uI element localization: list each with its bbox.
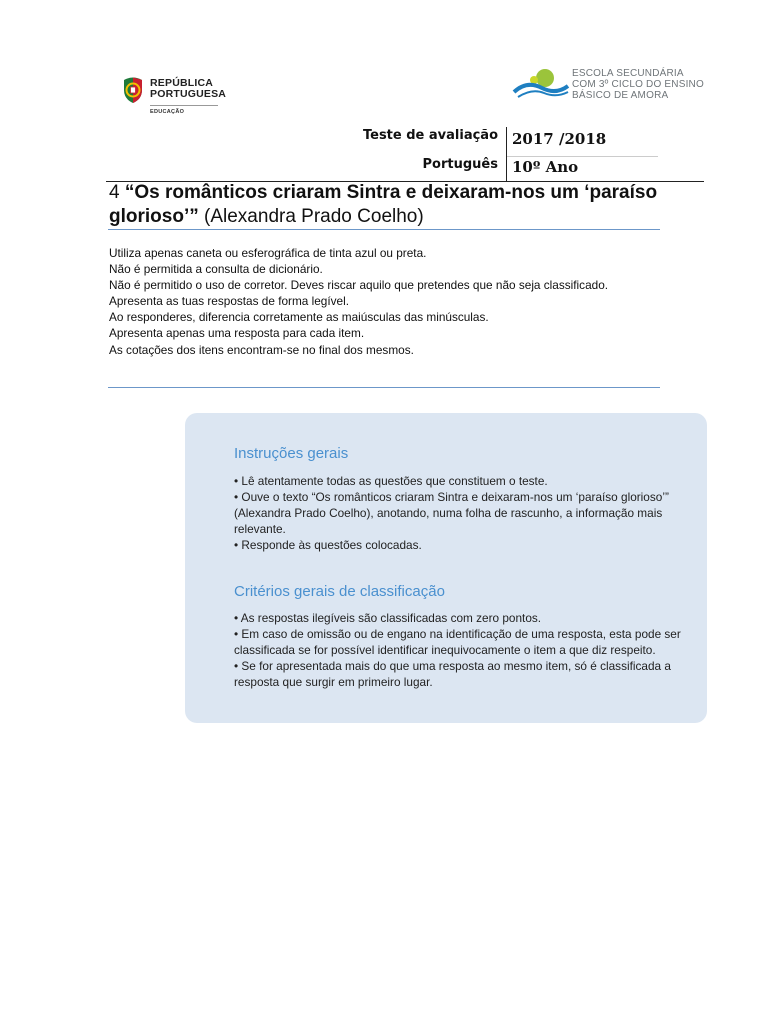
criteria-item: • Em caso de omissão ou de engano na identificação de uma resposta, esta pode ser classificada se for possível identificar inequivocamente o item a que diz respeito. — [234, 627, 681, 658]
rule-item: Não é permitido o uso de corretor. Deves riscar aquilo que pretendes que não seja classificado. — [109, 278, 609, 293]
criteria-item: • As respostas ilegíveis são classificadas com zero pontos. — [234, 611, 542, 625]
rules-list — [109, 245, 669, 358]
rule-item: Apresenta as tuas respostas de forma legível. — [109, 294, 349, 309]
republica-portuguesa-logo — [120, 74, 232, 120]
grade-label: 10º Ano — [512, 158, 579, 176]
test-label: Teste de avaliação — [362, 128, 498, 143]
school-emblem-icon — [512, 66, 572, 102]
instructions-list — [234, 473, 684, 553]
criteria-item: • Se for apresentada mais do que uma resposta ao mesmo item, só é classificada a resposta que surgir em primeiro lugar. — [234, 659, 671, 690]
criteria-heading: Critérios gerais de classificação — [234, 583, 445, 600]
rule-item: Não é permitida a consulta de dicionário. — [109, 262, 323, 277]
educacao-text: EDUCAÇÃO — [150, 109, 185, 115]
school-year: 2017 /2018 — [512, 130, 607, 148]
test-title — [109, 181, 669, 229]
rule-item: Apresenta apenas uma resposta para cada item. — [109, 326, 365, 341]
instructions-box — [185, 413, 707, 723]
logo-divider — [150, 105, 218, 106]
republica-portuguesa-text: REPÚBLICA PORTUGUESA — [150, 77, 227, 100]
subject-label: Português — [422, 157, 498, 172]
header-vertical-divider — [506, 127, 507, 182]
title-number: 4 — [109, 182, 120, 203]
escola-secundaria-text: ESCOLA SECUNDÁRIA COM 3º CICLO DO ENSINO BÁSICO DE AMORA — [572, 68, 704, 101]
instruction-item: • Responde às questões colocadas. — [234, 538, 422, 553]
instruction-item: • Ouve o texto “Os românticos criaram Sintra e deixaram-nos um ‘paraíso glorioso’” (Alexandra Prado Coelho), anotando, numa folha de rascunho, a informação mais relevante. — [234, 490, 669, 537]
rule-item: Utiliza apenas caneta ou esferográfica de tinta azul ou preta. — [109, 246, 427, 260]
coat-of-arms-icon — [120, 76, 146, 104]
title-text: “Os românticos criaram Sintra e deixaram-nos um ‘paraíso glorioso’” — [109, 182, 658, 227]
header-row-divider — [506, 156, 658, 157]
instruction-item: • Lê atentamente todas as questões que constituem o teste. — [234, 474, 548, 488]
title-underline — [108, 229, 660, 230]
escola-secundaria-logo — [512, 66, 712, 106]
rule-item: Ao responderes, diferencia corretamente as maiúsculas das minúsculas. — [109, 310, 489, 325]
criteria-list — [234, 610, 684, 690]
instructions-heading: Instruções gerais — [234, 445, 349, 462]
rule-item: As cotações dos itens encontram-se no final dos mesmos. — [109, 342, 414, 357]
title-author: (Alexandra Prado Coelho) — [204, 206, 424, 227]
rules-bottom-line — [108, 387, 660, 388]
